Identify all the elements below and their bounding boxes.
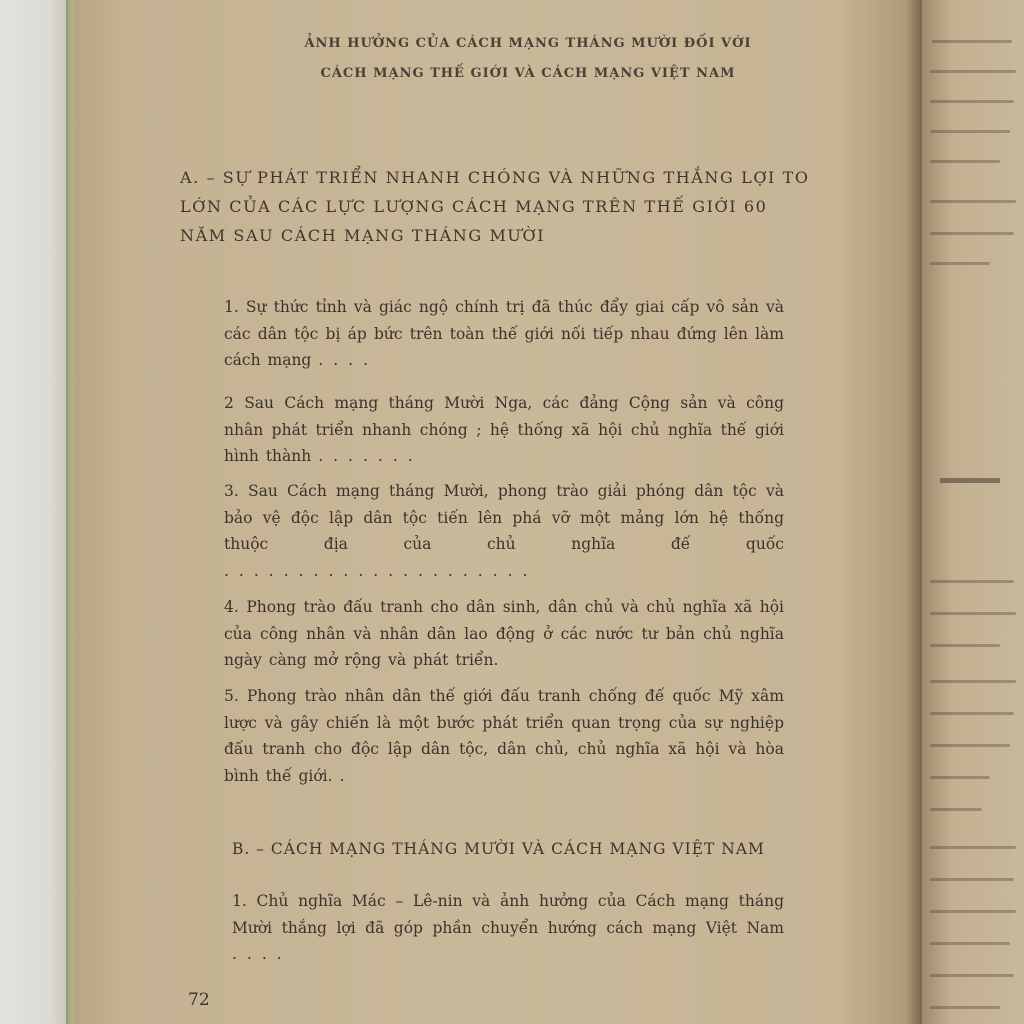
blurred-text-line xyxy=(930,1006,1000,1009)
page-title-line-1: ẢNH HƯỞNG CỦA CÁCH MẠNG THÁNG MƯỜI ĐỐI VỚI xyxy=(304,36,752,51)
blurred-text-line xyxy=(930,100,1014,103)
item-text: Sự thức tỉnh và giác ngộ chính trị đã thúc đẩy giai cấp vô sản và các dân tộc bị áp bức trên toàn thế giới nối tiếp nhau đứng lên làm cách mạng xyxy=(224,298,784,369)
blurred-text-line xyxy=(930,712,1014,715)
book-page-left xyxy=(74,0,922,1024)
blurred-text-line xyxy=(930,680,1016,683)
blurred-text-line xyxy=(930,808,982,811)
blurred-text-line xyxy=(930,744,1010,747)
blurred-text-line xyxy=(930,200,1016,203)
item-text: Sau Cách mạng tháng Mười Nga, các đảng Cộng sản và công nhân phát triển nhanh chóng ; hệ thống xã hội chủ nghĩa thế giới hình thành xyxy=(224,394,784,465)
item-number: 4. xyxy=(224,598,239,616)
blurred-heading xyxy=(940,478,1000,483)
blurred-text-line xyxy=(932,40,1012,43)
item-number: 3. xyxy=(224,482,239,500)
blurred-text-line xyxy=(930,942,1010,945)
item-text: Sau Cách mạng tháng Mười, phong trào giải phóng dân tộc và bảo vệ độc lập dân tộc tiến lên phá vỡ một mảng lớn hệ thống thuộc địa của chủ nghĩa đế quốc xyxy=(224,482,784,553)
dot-leader: .... xyxy=(318,351,379,369)
item-number: 1. xyxy=(224,298,239,316)
blurred-text-line xyxy=(930,878,1014,881)
book-page-right-blurred xyxy=(922,0,1024,1024)
blurred-text-line xyxy=(930,846,1016,849)
item-number: 2 xyxy=(224,394,234,412)
blurred-text-line xyxy=(930,644,1000,647)
dot-leader: ..................... xyxy=(224,561,538,580)
blurred-text-line xyxy=(930,580,1014,583)
section-a-heading-line-3: NĂM SAU CÁCH MẠNG THÁNG MƯỜI xyxy=(180,226,546,245)
blurred-text-line xyxy=(930,130,1010,133)
section-b-heading: B. – CÁCH MẠNG THÁNG MƯỜI VÀ CÁCH MẠNG VIỆT NAM xyxy=(232,840,765,858)
background-left xyxy=(0,0,70,1024)
list-item-a-5 xyxy=(224,683,784,789)
list-item-a-3 xyxy=(224,478,784,584)
section-a-heading-line-2: LỚN CỦA CÁC LỰC LƯỢNG CÁCH MẠNG TRÊN THẾ GIỚI 60 xyxy=(180,197,768,216)
list-item-a-4 xyxy=(224,594,784,674)
dot-leader: ....... xyxy=(318,447,423,465)
item-text: Phong trào đấu tranh cho dân sinh, dân chủ và chủ nghĩa xã hội của công nhân và nhân dân lao động ở các nước tư bản chủ nghĩa ngày càng mở rộng và phát triển. xyxy=(224,598,784,669)
blurred-text-line xyxy=(930,910,1016,913)
list-item-a-1 xyxy=(224,294,784,374)
item-number: 5. xyxy=(224,687,239,705)
section-a-heading-line-1: A. – SỰ PHÁT TRIỂN NHANH CHÓNG VÀ NHỮNG THẮNG LỢI TO xyxy=(180,168,810,187)
dot-leader: . xyxy=(339,766,355,785)
blurred-text-line xyxy=(930,262,990,265)
page-title-line-2: CÁCH MẠNG THẾ GIỚI VÀ CÁCH MẠNG VIỆT NAM xyxy=(320,66,736,81)
blurred-text-line xyxy=(930,160,1000,163)
page-number: 72 xyxy=(188,990,210,1010)
blurred-text-line xyxy=(930,70,1016,73)
dot-leader: .... xyxy=(232,945,292,963)
item-text: Chủ nghĩa Mác – Lê-nin và ảnh hưởng của Cách mạng tháng Mười thắng lợi đã góp phần chuyển hướng cách mạng Việt Nam xyxy=(232,892,784,937)
blurred-text-line xyxy=(930,232,1014,235)
blurred-text-line xyxy=(930,776,990,779)
item-number: 1. xyxy=(232,892,247,910)
blurred-text-line xyxy=(930,612,1016,615)
list-item-b-1 xyxy=(232,888,784,968)
item-text: Phong trào nhân dân thế giới đấu tranh chống đế quốc Mỹ xâm lược và gây chiến là một bước phát triển quan trọng của sự nghiệp đấu tranh cho độc lập dân tộc, dân chủ, chủ nghĩa xã hội và hòa bình thế giới. xyxy=(224,687,784,785)
blurred-text-line xyxy=(930,974,1014,977)
list-item-a-2 xyxy=(224,390,784,470)
